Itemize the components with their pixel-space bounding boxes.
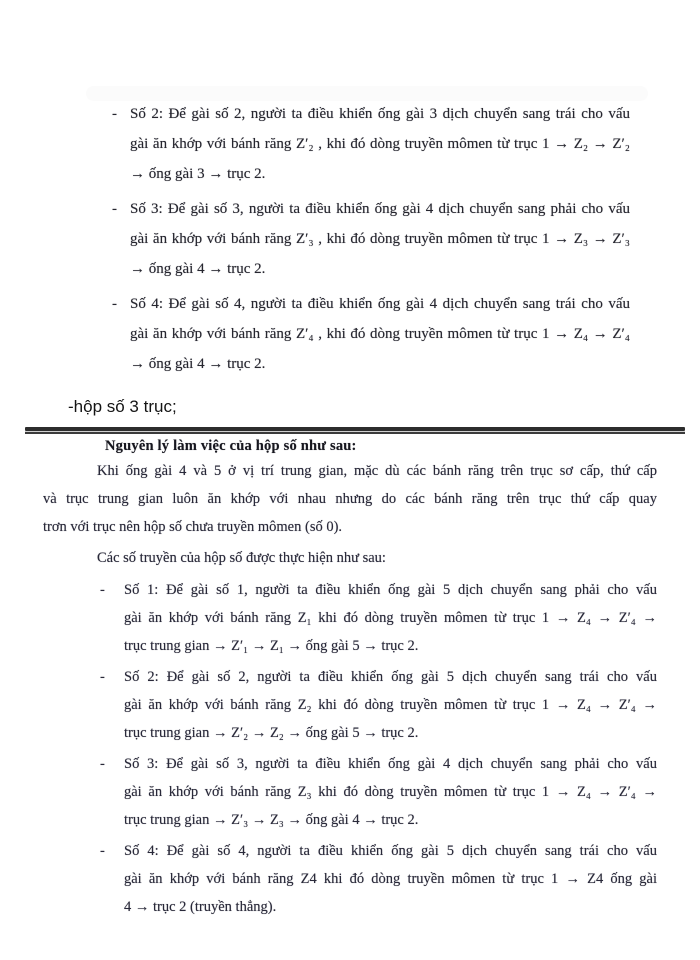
text-line: 4 → trục 2 (truyền thẳng). xyxy=(124,899,277,915)
bullet-text xyxy=(124,837,657,921)
text-line: Số 3: Để gài số 3, người ta điều khiển ống gài 4 dịch chuyển sang phải cho vấu xyxy=(124,756,657,772)
upper-bullet-list xyxy=(112,99,630,379)
bullet-item xyxy=(100,663,657,747)
bullet-item xyxy=(112,99,630,189)
scan-artifact-band xyxy=(86,86,648,101)
lower-bullet-list xyxy=(100,576,657,921)
bullet-dash: - xyxy=(112,201,117,217)
bullet-text xyxy=(124,576,657,660)
text-line: gài ăn khớp với bánh răng Z₁ khi đó dòng truyền mômen từ trục 1 → Z₄ → Z′₄ → xyxy=(124,610,657,626)
text-line: Khi ống gài 4 và 5 ở vị trí trung gian, mặc dù các bánh răng trên trục sơ cấp, thứ cấp xyxy=(97,463,657,479)
text-line: gài ăn khớp với bánh răng Z₃ khi đó dòng truyền mômen từ trục 1 → Z₄ → Z′₄ → xyxy=(124,784,657,800)
text-line: và trục trung gian luôn ăn khớp với nhau nhưng do các bánh răng trên trục thứ cấp quay xyxy=(43,491,657,507)
bullet-dash: - xyxy=(100,669,105,685)
bullet-item xyxy=(100,750,657,834)
text-line: trục trung gian → Z′₃ → Z₃ → ống gài 4 → trục 2. xyxy=(124,812,419,828)
bullet-dash: - xyxy=(100,756,105,772)
bullet-dash: - xyxy=(100,843,105,859)
divider-line-thin xyxy=(25,432,685,434)
text-line: → ống gài 4 → trục 2. xyxy=(130,356,266,372)
annotation-note: -hộp số 3 trục; xyxy=(68,397,177,416)
upper-section xyxy=(112,0,630,379)
text-line: Số 1: Để gài số 1, người ta điều khiển ống gài 5 dịch chuyển sang phải cho vấu xyxy=(124,582,657,598)
text-line: trơn với trục nên hộp số chưa truyền mômen (số 0). xyxy=(43,519,343,535)
bullet-text xyxy=(130,194,630,284)
principle-intro-line: Nguyên lý làm việc của hộp số như sau: xyxy=(105,438,357,454)
bullet-item xyxy=(100,837,657,921)
bullet-dash: - xyxy=(112,296,117,312)
bullet-text xyxy=(124,750,657,834)
bullet-item xyxy=(112,289,630,379)
text-line: Số 4: Để gài số 4, người ta điều khiển ống gài 5 dịch chuyển sang trái cho vấu xyxy=(124,843,657,859)
text-line: Số 3: Để gài số 3, người ta điều khiển ống gài 4 dịch chuyển sang phải cho vấu xyxy=(130,201,630,217)
text-line: Số 4: Để gài số 4, người ta điều khiển ống gài 4 dịch chuyển sang trái cho vấu xyxy=(130,296,630,312)
text-line: → ống gài 4 → trục 2. xyxy=(130,261,266,277)
bullet-text xyxy=(130,289,630,379)
text-line: trục trung gian → Z′₂ → Z₂ → ống gài 5 → trục 2. xyxy=(124,725,419,741)
section-divider xyxy=(25,427,685,434)
text-line: gài ăn khớp với bánh răng Z′₂ , khi đó dòng truyền mômen từ trục 1 → Z₂ → Z′₂ xyxy=(130,136,630,152)
bullet-item xyxy=(100,576,657,660)
neutral-gear-paragraph xyxy=(43,457,657,541)
bullet-dash: - xyxy=(100,582,105,598)
text-line: trục trung gian → Z′₁ → Z₁ → ống gài 5 → trục 2. xyxy=(124,638,419,654)
bullet-text xyxy=(124,663,657,747)
lower-section xyxy=(43,436,657,921)
text-line: gài ăn khớp với bánh răng Z4 khi đó dòng truyền mômen từ trục 1 → Z4 ống gài xyxy=(124,871,657,887)
text-line: gài ăn khớp với bánh răng Z′₄ , khi đó dòng truyền mômen từ trục 1 → Z₄ → Z′₄ xyxy=(130,326,630,342)
text-line: gài ăn khớp với bánh răng Z₂ khi đó dòng truyền mômen từ trục 1 → Z₄ → Z′₄ → xyxy=(124,697,657,713)
text-line: → ống gài 3 → trục 2. xyxy=(130,166,266,182)
text-line: Số 2: Để gài số 2, người ta điều khiển ống gài 5 dịch chuyển sang trái cho vấu xyxy=(124,669,657,685)
text-line: Số 2: Để gài số 2, người ta điều khiển ống gài 3 dịch chuyển sang trái cho vấu xyxy=(130,106,630,122)
bullet-item xyxy=(112,194,630,284)
gear-list-lead-in: Các số truyền của hộp số được thực hiện như sau: xyxy=(97,550,386,566)
bullet-text xyxy=(130,99,630,189)
bullet-dash: - xyxy=(112,106,117,122)
text-line: gài ăn khớp với bánh răng Z′₃ , khi đó dòng truyền mômen từ trục 1 → Z₃ → Z′₃ xyxy=(130,231,630,247)
